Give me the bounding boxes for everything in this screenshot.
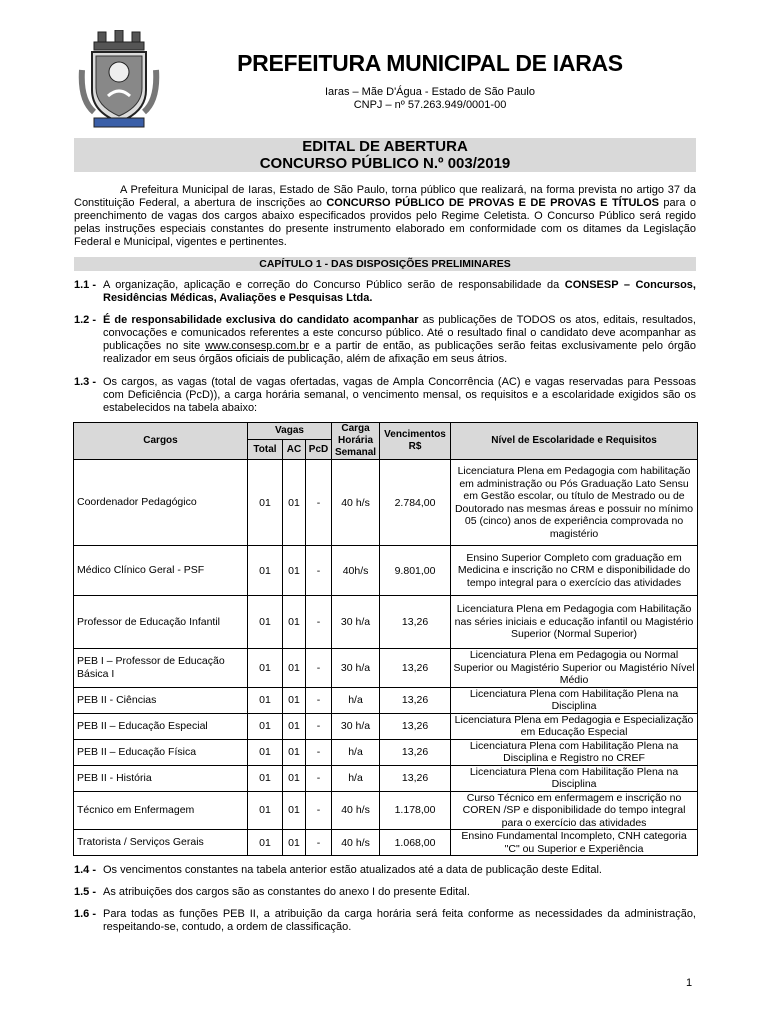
requisitos-cell: Licenciatura Plena em Pedagogia com habilitação em administração ou Pós Graduação Lato Sensu em Gestão escolar, ou título de Mestrado ou de Doutorado nas mesmas áreas e possuir no mínimo 05 (cinco) anos de experiência comprovada no magistério <box>451 460 698 546</box>
carga-cell: 40 h/s <box>332 791 380 830</box>
item-number: 1.3 - <box>74 376 97 388</box>
carga-cell: h/a <box>332 739 380 765</box>
table-row <box>74 713 698 739</box>
cargo-cell: Coordenador Pedagógico <box>74 460 248 546</box>
ac-cell: 01 <box>283 830 306 856</box>
header-pcd: PcD <box>306 440 332 460</box>
intro-paragraph <box>74 184 696 249</box>
item-number: 1.1 - <box>74 279 97 291</box>
vencimento-cell: 13,26 <box>380 687 451 713</box>
total-cell: 01 <box>248 765 283 791</box>
item-text: Os vencimentos constantes na tabela anterior estão atualizados até a data de publicação deste Edital. <box>103 864 602 876</box>
requisitos-cell: Licenciatura Plena com Habilitação Plena na Disciplina <box>451 687 698 713</box>
ac-cell: 01 <box>283 713 306 739</box>
table-row <box>74 687 698 713</box>
header-carga: Carga Horária Semanal <box>332 423 380 460</box>
municipal-coat-of-arms-icon <box>78 30 160 130</box>
header-nivel: Nível de Escolaridade e Requisitos <box>451 423 698 460</box>
ac-cell: 01 <box>283 460 306 546</box>
requisitos-cell: Licenciatura Plena em Pedagogia e Especialização em Educação Especial <box>451 713 698 739</box>
table-row <box>74 546 698 596</box>
vencimento-cell: 2.784,00 <box>380 460 451 546</box>
total-cell: 01 <box>248 739 283 765</box>
carga-cell: 40 h/s <box>332 460 380 546</box>
chapter-heading: CAPÍTULO 1 - DAS DISPOSIÇÕES PRELIMINARES <box>74 257 696 271</box>
total-cell: 01 <box>248 546 283 596</box>
vencimento-cell: 13,26 <box>380 765 451 791</box>
item-bold: CONSESP – Concursos, Residências Médicas, Avaliações e Pesquisas Ltda. <box>103 279 696 304</box>
ac-cell: 01 <box>283 791 306 830</box>
requisitos-cell: Licenciatura Plena em Pedagogia com Habilitação nas séries iniciais e educação infantil ou Magistério Superior (Normal Superior) <box>451 596 698 649</box>
pcd-cell: - <box>306 713 332 739</box>
pcd-cell: - <box>306 687 332 713</box>
vencimento-cell: 13,26 <box>380 739 451 765</box>
carga-cell: 30 h/a <box>332 713 380 739</box>
cargo-cell: PEB I – Professor de Educação Básica I <box>74 649 248 688</box>
ac-cell: 01 <box>283 649 306 688</box>
header-cargos: Cargos <box>74 423 248 460</box>
cargo-cell: PEB II – Educação Especial <box>74 713 248 739</box>
item-number: 1.4 - <box>74 864 97 876</box>
carga-cell: 30 h/a <box>332 649 380 688</box>
table-row <box>74 460 698 546</box>
pcd-cell: - <box>306 791 332 830</box>
carga-cell: h/a <box>332 687 380 713</box>
cargo-cell: Técnico em Enfermagem <box>74 791 248 830</box>
table-row <box>74 739 698 765</box>
total-cell: 01 <box>248 830 283 856</box>
page-number: 1 <box>686 977 693 989</box>
item-number: 1.5 - <box>74 886 97 898</box>
pcd-cell: - <box>306 649 332 688</box>
total-cell: 01 <box>248 791 283 830</box>
header-total: Total <box>248 440 283 460</box>
intro-text: A Prefeitura Municipal de Iaras, Estado de São Paulo, torna público que realizará, na forma prevista no artigo 37 da Constituição Federal, a abertura de inscrições ao <box>74 184 696 209</box>
table-row <box>74 830 698 856</box>
pcd-cell: - <box>306 830 332 856</box>
pcd-cell: - <box>306 739 332 765</box>
edital-heading <box>74 138 696 172</box>
vencimento-cell: 1.068,00 <box>380 830 451 856</box>
pcd-cell: - <box>306 765 332 791</box>
table-row <box>74 765 698 791</box>
consesp-link[interactable]: www.consesp.com.br <box>205 340 310 352</box>
pcd-cell: - <box>306 546 332 596</box>
item-bold: É de responsabilidade exclusiva do candidato acompanhar <box>103 314 419 326</box>
item-1-5 <box>74 886 696 899</box>
carga-cell: 40h/s <box>332 546 380 596</box>
total-cell: 01 <box>248 596 283 649</box>
requisitos-cell: Ensino Fundamental Incompleto, CNH categoria "C" ou Superior e Experiência <box>451 830 698 856</box>
carga-cell: h/a <box>332 765 380 791</box>
item-text-end: e a partir de então, as publicações serão feitas exclusivamente pelo órgão realizador em seus órgãos oficiais de publicação, além de afixação em seus átrios. <box>103 340 696 365</box>
ac-cell: 01 <box>283 596 306 649</box>
vencimento-cell: 13,26 <box>380 649 451 688</box>
positions-table <box>73 422 698 856</box>
item-text: As atribuições dos cargos são as constantes do anexo I do presente Edital. <box>103 886 470 898</box>
item-1-3 <box>74 376 696 415</box>
item-number: 1.6 - <box>74 908 97 920</box>
item-1-1 <box>74 279 696 305</box>
item-text: Os cargos, as vagas (total de vagas ofertadas, vagas de Ampla Concorrência (AC) e vagas reservadas para Pessoas com Deficiência (PcD)), a carga horária semanal, o vencimento mensal, os requisitos e a escolaridade exigidos são os estabelecidos na tabela abaixo: <box>103 376 696 414</box>
header-ac: AC <box>283 440 306 460</box>
ac-cell: 01 <box>283 739 306 765</box>
requisitos-cell: Licenciatura Plena em Pedagogia ou Normal Superior ou Magistério Superior ou Magistério Nível Médio <box>451 649 698 688</box>
total-cell: 01 <box>248 713 283 739</box>
vencimento-cell: 13,26 <box>380 596 451 649</box>
header-address: Iaras – Mãe D'Água - Estado de São Paulo <box>324 86 535 98</box>
edital-title: EDITAL DE ABERTURA <box>302 138 468 155</box>
header-subtitle <box>165 86 695 112</box>
vencimento-cell: 13,26 <box>380 713 451 739</box>
carga-cell: 40 h/s <box>332 830 380 856</box>
intro-bold: CONCURSO PÚBLICO DE PROVAS E DE PROVAS E TÍTULOS <box>326 197 659 209</box>
item-number: 1.2 - <box>74 314 97 326</box>
item-1-6 <box>74 908 696 934</box>
item-text: Para todas as funções PEB II, a atribuição da carga horária será feita conforme as necessidades da administração, respeitando-se, contudo, a ordem de classificação. <box>103 908 696 933</box>
requisitos-cell: Licenciatura Plena com Habilitação Plena na Disciplina <box>451 765 698 791</box>
table-row <box>74 596 698 649</box>
cargo-cell: PEB II - História <box>74 765 248 791</box>
total-cell: 01 <box>248 687 283 713</box>
requisitos-cell: Ensino Superior Completo com graduação em Medicina e inscrição no CRM e disponibilidade do tempo integral para o exercício das atividades <box>451 546 698 596</box>
item-text: A organização, aplicação e correção do Concurso Público serão de responsabilidade da <box>103 279 565 291</box>
cargo-cell: PEB II – Educação Física <box>74 739 248 765</box>
item-1-2 <box>74 314 696 366</box>
requisitos-cell: Licenciatura Plena com Habilitação Plena na Disciplina e Registro no CREF <box>451 739 698 765</box>
total-cell: 01 <box>248 649 283 688</box>
page-title: PREFEITURA MUNICIPAL DE IARAS <box>237 50 623 76</box>
requisitos-cell: Curso Técnico em enfermagem e inscrição no COREN /SP e disponibilidade do tempo integral para o exercício das atividades <box>451 791 698 830</box>
pcd-cell: - <box>306 596 332 649</box>
ac-cell: 01 <box>283 546 306 596</box>
cargo-cell: Tratorista / Serviços Gerais <box>74 830 248 856</box>
item-text: as publicações de TODOS os atos, editais, resultados, convocações e comunicados referentes a este concurso público. Até o resultado final o candidato deve acompanhar as publicações no site <box>103 314 696 352</box>
pcd-cell: - <box>306 460 332 546</box>
vencimento-cell: 1.178,00 <box>380 791 451 830</box>
table-row <box>74 791 698 830</box>
cargo-cell: Médico Clínico Geral - PSF <box>74 546 248 596</box>
header-vencimentos: Vencimentos R$ <box>380 423 451 460</box>
cargo-cell: Professor de Educação Infantil <box>74 596 248 649</box>
header-vagas: Vagas <box>248 423 332 440</box>
ac-cell: 01 <box>283 687 306 713</box>
cargo-cell: PEB II - Ciências <box>74 687 248 713</box>
item-1-4 <box>74 864 696 877</box>
header-cnpj: CNPJ – nº 57.263.949/0001-00 <box>353 99 507 111</box>
total-cell: 01 <box>248 460 283 546</box>
edital-number: CONCURSO PÚBLICO N.º 003/2019 <box>259 155 511 172</box>
intro-text-end: para o preenchimento de vagas dos cargos abaixo especificados providos pelo Regime Celetista. O Concurso Público será regido pelas instruções especiais constantes do presente instrumento elaborado em conformidade com os ditames da Legislação Federal e Municipal, vigentes e pertinentes. <box>74 197 696 248</box>
carga-cell: 30 h/a <box>332 596 380 649</box>
table-row <box>74 649 698 688</box>
vencimento-cell: 9.801,00 <box>380 546 451 596</box>
ac-cell: 01 <box>283 765 306 791</box>
